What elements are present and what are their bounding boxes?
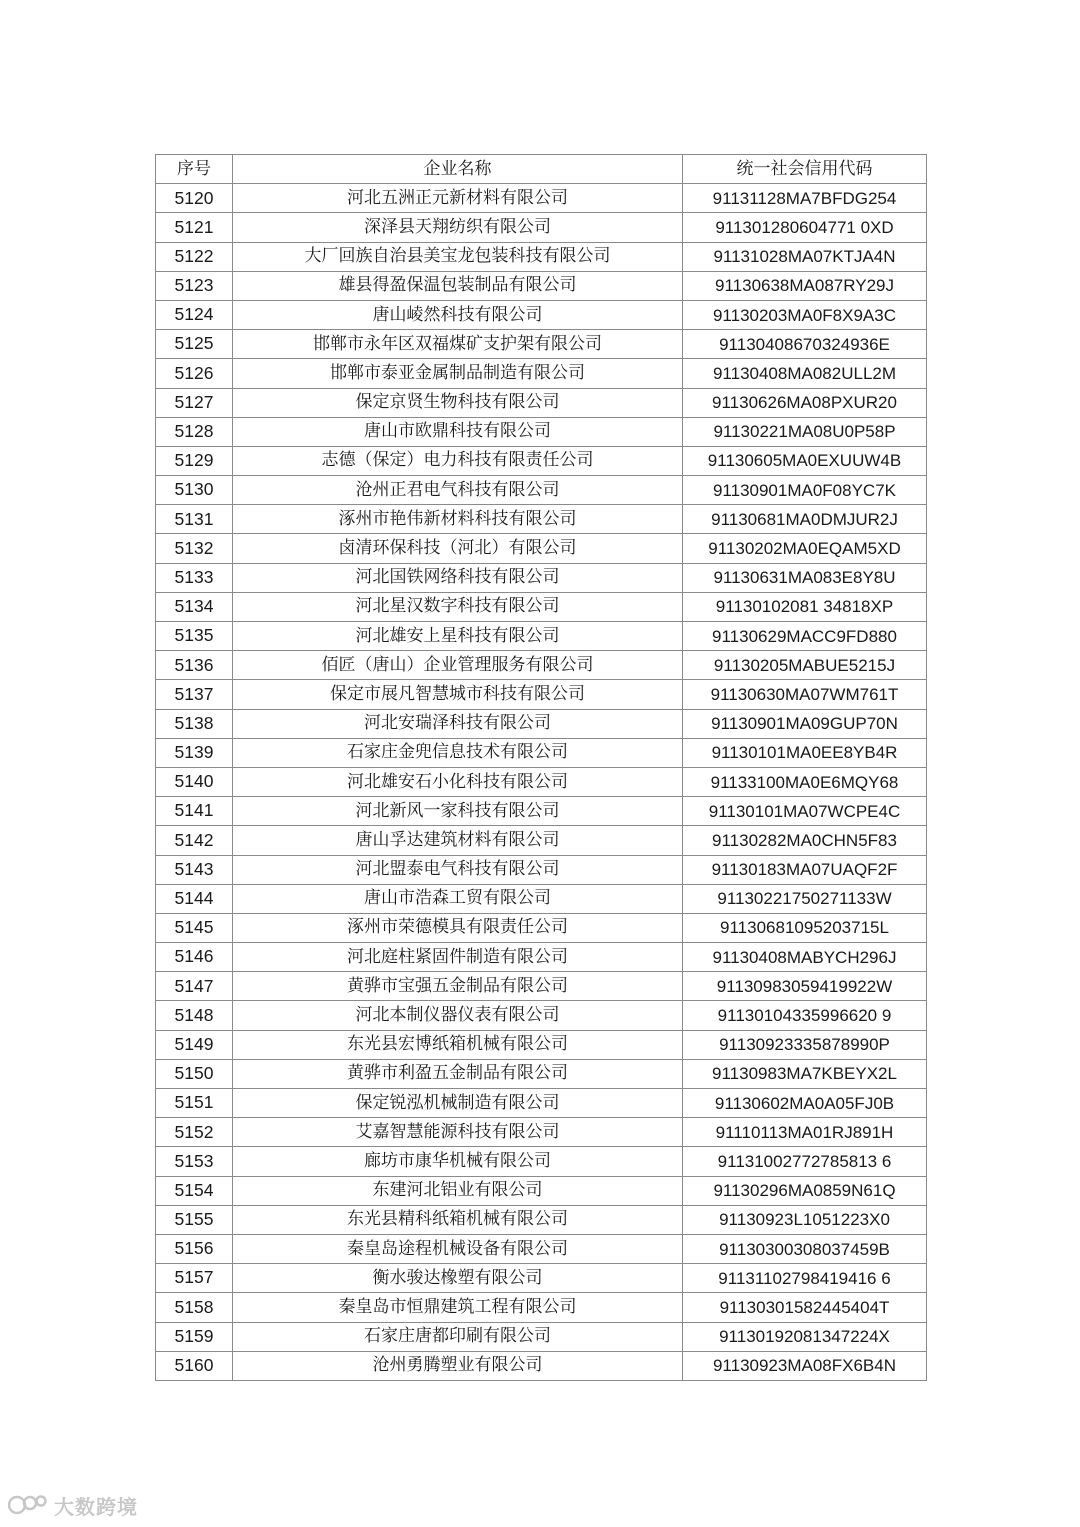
cell-company-name: 秦皇岛市恒鼎建筑工程有限公司 xyxy=(233,1293,683,1322)
table-row xyxy=(156,1205,927,1234)
cell-index: 5127 xyxy=(156,388,233,417)
table-row xyxy=(156,592,927,621)
cell-company-name: 唐山孚达建筑材料有限公司 xyxy=(233,826,683,855)
cell-company-name: 艾嘉智慧能源科技有限公司 xyxy=(233,1118,683,1147)
cell-index: 5154 xyxy=(156,1176,233,1205)
table-row xyxy=(156,943,927,972)
cell-company-name: 志德（保定）电力科技有限责任公司 xyxy=(233,446,683,475)
cell-index: 5148 xyxy=(156,1001,233,1030)
cell-index: 5130 xyxy=(156,476,233,505)
cell-credit-code: 91130408670324936E xyxy=(683,330,927,359)
cell-index: 5128 xyxy=(156,417,233,446)
cell-company-name: 石家庄金兜信息技术有限公司 xyxy=(233,738,683,767)
cell-credit-code: 91130681095203715L xyxy=(683,913,927,942)
cell-credit-code: 91130923L1051223X0 xyxy=(683,1205,927,1234)
table-row xyxy=(156,1322,927,1351)
cell-credit-code: 91130901MA09GUP70N xyxy=(683,709,927,738)
cell-company-name: 佰匠（唐山）企业管理服务有限公司 xyxy=(233,651,683,680)
cell-index: 5129 xyxy=(156,446,233,475)
cell-credit-code: 91130602MA0A05FJ0B xyxy=(683,1089,927,1118)
cell-index: 5133 xyxy=(156,563,233,592)
cell-company-name: 东光县宏博纸箱机械有限公司 xyxy=(233,1030,683,1059)
cell-company-name: 唐山市浩森工贸有限公司 xyxy=(233,884,683,913)
cell-company-name: 雄县得盈保温包装制品有限公司 xyxy=(233,271,683,300)
table-row xyxy=(156,709,927,738)
table-row xyxy=(156,271,927,300)
cell-company-name: 秦皇岛途程机械设备有限公司 xyxy=(233,1234,683,1263)
cell-company-name: 河北盟泰电气科技有限公司 xyxy=(233,855,683,884)
cell-company-name: 邯郸市永年区双福煤矿支护架有限公司 xyxy=(233,330,683,359)
cell-index: 5157 xyxy=(156,1264,233,1293)
cell-company-name: 涿州市艳伟新材料科技有限公司 xyxy=(233,505,683,534)
cell-company-name: 保定市展凡智慧城市科技有限公司 xyxy=(233,680,683,709)
cell-index: 5159 xyxy=(156,1322,233,1351)
table-row xyxy=(156,767,927,796)
cell-credit-code: 91130681MA0DMJUR2J xyxy=(683,505,927,534)
cell-credit-code: 91130192081347224X xyxy=(683,1322,927,1351)
cell-credit-code: 91130202MA0EQAM5XD xyxy=(683,534,927,563)
cell-index: 5143 xyxy=(156,855,233,884)
table-row xyxy=(156,738,927,767)
cell-index: 5146 xyxy=(156,943,233,972)
cell-company-name: 河北五洲正元新材料有限公司 xyxy=(233,184,683,213)
table-row xyxy=(156,184,927,213)
cell-company-name: 大厂回族自治县美宝龙包装科技有限公司 xyxy=(233,242,683,271)
cell-index: 5160 xyxy=(156,1351,233,1380)
cell-credit-code: 91131102798419416 6 xyxy=(683,1264,927,1293)
cell-company-name: 黄骅市宝强五金制品有限公司 xyxy=(233,972,683,1001)
table-row xyxy=(156,680,927,709)
cell-index: 5149 xyxy=(156,1030,233,1059)
cell-credit-code: 91130983059419922W xyxy=(683,972,927,1001)
cell-index: 5151 xyxy=(156,1089,233,1118)
cell-index: 5135 xyxy=(156,622,233,651)
table-row xyxy=(156,651,927,680)
cell-credit-code: 91130101MA07WCPE4C xyxy=(683,797,927,826)
table-row xyxy=(156,1351,927,1380)
cell-credit-code: 91130101MA0EE8YB4R xyxy=(683,738,927,767)
table-row xyxy=(156,417,927,446)
cell-index: 5131 xyxy=(156,505,233,534)
cell-company-name: 河北庭柱紧固件制造有限公司 xyxy=(233,943,683,972)
table-row xyxy=(156,1118,927,1147)
header-index: 序号 xyxy=(156,155,233,184)
cell-company-name: 黄骅市利盈五金制品有限公司 xyxy=(233,1059,683,1088)
cell-credit-code: 91130901MA0F08YC7K xyxy=(683,476,927,505)
cell-credit-code: 91130102081 34818XP xyxy=(683,592,927,621)
cell-index: 5122 xyxy=(156,242,233,271)
table-body xyxy=(156,184,927,1381)
cell-index: 5132 xyxy=(156,534,233,563)
cell-credit-code: 91131002772785813 6 xyxy=(683,1147,927,1176)
cell-credit-code: 91130300308037459B xyxy=(683,1234,927,1263)
cell-credit-code: 91130205MABUE5215J xyxy=(683,651,927,680)
table-row xyxy=(156,300,927,329)
table-row xyxy=(156,563,927,592)
table-row xyxy=(156,972,927,1001)
cell-credit-code: 91130630MA07WM761T xyxy=(683,680,927,709)
cell-credit-code: 91130605MA0EXUUW4B xyxy=(683,446,927,475)
cell-company-name: 河北新风一家科技有限公司 xyxy=(233,797,683,826)
table-row xyxy=(156,359,927,388)
cell-company-name: 石家庄唐都印刷有限公司 xyxy=(233,1322,683,1351)
table-row xyxy=(156,1089,927,1118)
table-row xyxy=(156,1176,927,1205)
brand-logo-icon xyxy=(8,1492,48,1518)
table-row xyxy=(156,1293,927,1322)
cell-credit-code: 91130282MA0CHN5F83 xyxy=(683,826,927,855)
table-row xyxy=(156,1264,927,1293)
table-row xyxy=(156,213,927,242)
cell-index: 5145 xyxy=(156,913,233,942)
cell-company-name: 沧州正君电气科技有限公司 xyxy=(233,476,683,505)
cell-company-name: 河北雄安石小化科技有限公司 xyxy=(233,767,683,796)
cell-credit-code: 91130221750271133W xyxy=(683,884,927,913)
cell-credit-code: 91130301582445404T xyxy=(683,1293,927,1322)
cell-credit-code: 91130626MA08PXUR20 xyxy=(683,388,927,417)
cell-credit-code: 91130629MACC9FD880 xyxy=(683,622,927,651)
cell-credit-code: 91130923335878990P xyxy=(683,1030,927,1059)
cell-credit-code: 91130631MA083E8Y8U xyxy=(683,563,927,592)
table-row xyxy=(156,505,927,534)
cell-index: 5120 xyxy=(156,184,233,213)
table-row xyxy=(156,330,927,359)
cell-index: 5152 xyxy=(156,1118,233,1147)
cell-company-name: 衡水骏达橡塑有限公司 xyxy=(233,1264,683,1293)
table-row xyxy=(156,1147,927,1176)
table-row xyxy=(156,622,927,651)
cell-index: 5147 xyxy=(156,972,233,1001)
cell-credit-code: 91130408MA082ULL2M xyxy=(683,359,927,388)
cell-credit-code: 91130638MA087RY29J xyxy=(683,271,927,300)
cell-index: 5142 xyxy=(156,826,233,855)
cell-company-name: 东光县精科纸箱机械有限公司 xyxy=(233,1205,683,1234)
table-row xyxy=(156,476,927,505)
cell-company-name: 河北国铁网络科技有限公司 xyxy=(233,563,683,592)
cell-company-name: 沧州勇腾塑业有限公司 xyxy=(233,1351,683,1380)
cell-index: 5138 xyxy=(156,709,233,738)
cell-company-name: 保定京贤生物科技有限公司 xyxy=(233,388,683,417)
watermark xyxy=(8,1490,138,1520)
cell-index: 5150 xyxy=(156,1059,233,1088)
header-code: 统一社会信用代码 xyxy=(683,155,927,184)
cell-index: 5125 xyxy=(156,330,233,359)
enterprise-table xyxy=(155,154,927,1381)
cell-index: 5141 xyxy=(156,797,233,826)
cell-index: 5121 xyxy=(156,213,233,242)
cell-company-name: 深泽县天翔纺织有限公司 xyxy=(233,213,683,242)
table-row xyxy=(156,797,927,826)
table-row xyxy=(156,242,927,271)
cell-company-name: 邯郸市泰亚金属制品制造有限公司 xyxy=(233,359,683,388)
cell-credit-code: 91130408MABYCH296J xyxy=(683,943,927,972)
cell-index: 5155 xyxy=(156,1205,233,1234)
cell-credit-code: 91131028MA07KTJA4N xyxy=(683,242,927,271)
cell-credit-code: 91130183MA07UAQF2F xyxy=(683,855,927,884)
cell-company-name: 东建河北铝业有限公司 xyxy=(233,1176,683,1205)
cell-index: 5139 xyxy=(156,738,233,767)
table-row xyxy=(156,913,927,942)
table-row xyxy=(156,534,927,563)
cell-company-name: 唐山市欧鼎科技有限公司 xyxy=(233,417,683,446)
cell-index: 5137 xyxy=(156,680,233,709)
cell-credit-code: 91110113MA01RJ891H xyxy=(683,1118,927,1147)
cell-index: 5144 xyxy=(156,884,233,913)
cell-index: 5136 xyxy=(156,651,233,680)
cell-company-name: 涿州市荣德模具有限责任公司 xyxy=(233,913,683,942)
cell-credit-code: 91130296MA0859N61Q xyxy=(683,1176,927,1205)
cell-index: 5140 xyxy=(156,767,233,796)
cell-credit-code: 91130104335996620 9 xyxy=(683,1001,927,1030)
cell-index: 5134 xyxy=(156,592,233,621)
table-row xyxy=(156,446,927,475)
table-row xyxy=(156,388,927,417)
table-row xyxy=(156,855,927,884)
table-row xyxy=(156,1001,927,1030)
table-row xyxy=(156,1030,927,1059)
cell-company-name: 河北雄安上星科技有限公司 xyxy=(233,622,683,651)
cell-index: 5126 xyxy=(156,359,233,388)
cell-credit-code: 91133100MA0E6MQY68 xyxy=(683,767,927,796)
cell-credit-code: 911301280604771 0XD xyxy=(683,213,927,242)
table-header-row xyxy=(156,155,927,184)
table-row xyxy=(156,826,927,855)
cell-company-name: 卤清环保科技（河北）有限公司 xyxy=(233,534,683,563)
cell-index: 5158 xyxy=(156,1293,233,1322)
cell-index: 5124 xyxy=(156,300,233,329)
cell-company-name: 唐山崚然科技有限公司 xyxy=(233,300,683,329)
header-name: 企业名称 xyxy=(233,155,683,184)
cell-credit-code: 91130203MA0F8X9A3C xyxy=(683,300,927,329)
cell-credit-code: 91131128MA7BFDG254 xyxy=(683,184,927,213)
table-row xyxy=(156,1234,927,1263)
cell-index: 5123 xyxy=(156,271,233,300)
table-row xyxy=(156,884,927,913)
cell-company-name: 河北本制仪器仪表有限公司 xyxy=(233,1001,683,1030)
cell-company-name: 廊坊市康华机械有限公司 xyxy=(233,1147,683,1176)
cell-company-name: 河北安瑞泽科技有限公司 xyxy=(233,709,683,738)
cell-index: 5156 xyxy=(156,1234,233,1263)
watermark-text: 大数跨境 xyxy=(54,1494,138,1519)
cell-index: 5153 xyxy=(156,1147,233,1176)
cell-company-name: 河北星汉数字科技有限公司 xyxy=(233,592,683,621)
cell-company-name: 保定锐泓机械制造有限公司 xyxy=(233,1089,683,1118)
cell-credit-code: 91130221MA08U0P58P xyxy=(683,417,927,446)
cell-credit-code: 91130983MA7KBEYX2L xyxy=(683,1059,927,1088)
table-row xyxy=(156,1059,927,1088)
cell-credit-code: 91130923MA08FX6B4N xyxy=(683,1351,927,1380)
